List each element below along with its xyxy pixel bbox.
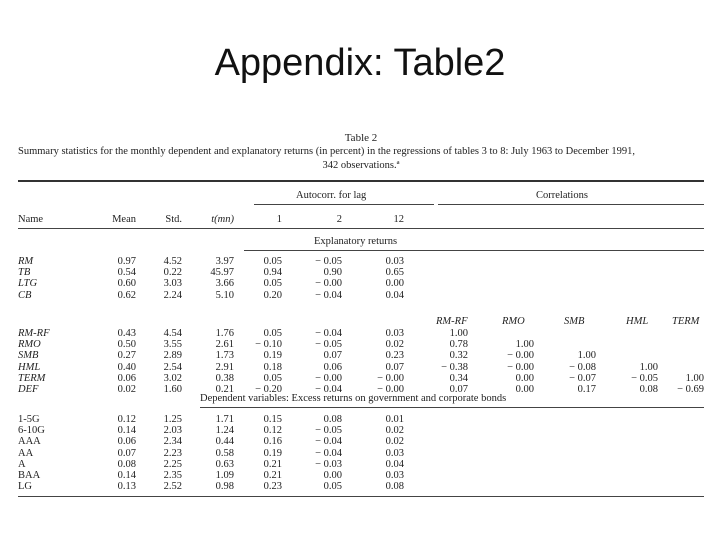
row-correlation: 0.78 (449, 339, 468, 351)
section-dependent: Dependent variables: Excess returns on government and corporate bonds (200, 393, 507, 404)
row-name: CB (18, 289, 32, 301)
row-name: AA (18, 447, 34, 459)
row-value: 1.24 (215, 425, 234, 437)
table-scan (18, 132, 704, 504)
corr-col-header: HML (626, 316, 649, 327)
row-value: − 0.05 (315, 425, 342, 437)
row-name: DEF (18, 384, 39, 395)
row-value: − 0.04 (315, 328, 342, 339)
row-value: 0.05 (263, 278, 282, 290)
header-rule (18, 228, 704, 229)
col-header-lag12: 12 (393, 214, 404, 225)
col-header-lag1: 1 (276, 214, 282, 225)
row-value: − 0.03 (315, 458, 342, 470)
table-row (18, 459, 704, 470)
row-correlation: 1.00 (639, 361, 658, 373)
row-value: − 0.00 (377, 372, 404, 384)
row-value: 0.08 (323, 414, 342, 425)
row-value: 0.97 (117, 256, 136, 267)
row-value: 0.23 (385, 350, 404, 362)
row-value: 0.14 (117, 425, 136, 437)
row-correlation: − 0.05 (631, 372, 658, 384)
row-value: − 0.04 (315, 436, 342, 448)
table-row (18, 448, 704, 459)
row-value: 0.43 (117, 328, 136, 339)
row-value: 0.15 (263, 414, 282, 425)
row-value: 2.61 (215, 339, 234, 351)
row-value: 0.13 (117, 481, 136, 493)
row-value: 0.03 (385, 447, 404, 459)
row-value: 2.54 (163, 361, 182, 373)
row-correlation: − 0.08 (569, 361, 596, 373)
row-value: 3.66 (215, 278, 234, 290)
row-value: 0.03 (385, 328, 404, 339)
row-value: 0.03 (385, 256, 404, 267)
row-value: 3.02 (163, 372, 182, 384)
row-value: 0.05 (263, 328, 282, 339)
row-name: 6-10G (18, 425, 45, 437)
row-value: 0.98 (215, 481, 234, 493)
row-value: 0.21 (263, 458, 282, 470)
section-explanatory-rule (244, 250, 704, 251)
row-value: 0.19 (263, 447, 282, 459)
top-rule (18, 180, 704, 182)
row-value: 0.90 (323, 267, 342, 279)
row-value: 0.00 (323, 470, 342, 481)
col-header-name: Name (18, 214, 44, 225)
row-correlation: 0.07 (449, 384, 468, 395)
row-value: 0.12 (263, 425, 282, 437)
row-value: 4.52 (163, 256, 182, 267)
row-value: 0.44 (215, 436, 234, 448)
row-value: 0.05 (263, 256, 282, 267)
row-name: LTG (18, 278, 38, 290)
col-header-std: Std. (165, 214, 182, 225)
row-value: 0.23 (263, 481, 282, 493)
col-header-mean: Mean (112, 214, 136, 225)
table-row (18, 256, 704, 267)
table-heading: Table 2 (344, 132, 378, 144)
row-value: 0.58 (215, 447, 234, 459)
row-value: 1.09 (215, 470, 234, 481)
table-row (18, 362, 704, 373)
row-value: 3.97 (215, 256, 234, 267)
correlations-group-rule (438, 204, 704, 205)
row-value: 3.55 (163, 339, 182, 351)
row-name: SMB (18, 350, 39, 362)
slide-title: Appendix: Table2 (214, 42, 506, 84)
row-name: HML (18, 361, 41, 373)
table-caption-line-2: 342 observations.ª (322, 160, 400, 171)
row-value: 2.25 (163, 458, 182, 470)
table-row (18, 267, 704, 278)
table-row (18, 425, 704, 436)
row-correlation: 1.00 (515, 339, 534, 351)
row-name: RMO (18, 339, 41, 351)
correlations-group-header: Correlations (536, 190, 588, 201)
corr-col-header: RM-RF (436, 316, 468, 327)
row-correlation: 0.00 (515, 384, 534, 395)
table-row (18, 414, 704, 425)
row-value: 2.23 (163, 447, 182, 459)
row-value: 0.19 (263, 350, 282, 362)
row-value: − 0.04 (315, 447, 342, 459)
row-correlation: 1.00 (577, 350, 596, 362)
row-value: 1.25 (163, 414, 182, 425)
corr-col-header: RMO (502, 316, 525, 327)
row-value: 2.89 (163, 350, 182, 362)
row-value: 1.76 (215, 328, 234, 339)
section-dependent-rule (200, 407, 704, 408)
row-value: 0.14 (117, 470, 136, 481)
row-value: 0.06 (323, 361, 342, 373)
row-correlation: 0.17 (577, 384, 596, 395)
row-value: 0.04 (385, 458, 404, 470)
row-name: RM (18, 256, 34, 267)
table-row (18, 373, 704, 384)
section-explanatory: Explanatory returns (314, 236, 398, 247)
row-value: − 0.05 (315, 339, 342, 351)
row-value: 2.35 (163, 470, 182, 481)
row-value: 0.07 (323, 350, 342, 362)
row-value: 0.20 (263, 289, 282, 301)
row-value: 0.54 (117, 267, 136, 279)
row-name: A (18, 458, 26, 470)
row-value: 0.22 (163, 267, 182, 279)
row-value: 1.71 (215, 414, 234, 425)
row-value: 0.38 (215, 372, 234, 384)
row-correlation: 0.34 (449, 372, 468, 384)
row-name: AAA (18, 436, 41, 448)
row-value: 0.27 (117, 350, 136, 362)
row-value: 0.62 (117, 289, 136, 301)
bottom-rule (18, 496, 704, 497)
row-value: 0.08 (385, 481, 404, 493)
row-value: 0.06 (117, 436, 136, 448)
row-value: 0.60 (117, 278, 136, 290)
table-row (18, 290, 704, 301)
row-name: 1-5G (18, 414, 40, 425)
table-row (18, 339, 704, 350)
row-value: 3.03 (163, 278, 182, 290)
row-value: − 0.00 (315, 278, 342, 290)
row-value: 1.73 (215, 350, 234, 362)
row-name: TERM (18, 372, 46, 384)
row-name: LG (18, 481, 32, 493)
row-correlation: − 0.69 (677, 384, 704, 395)
row-value: 5.10 (215, 289, 234, 301)
row-name: BAA (18, 470, 41, 481)
row-value: 0.07 (385, 361, 404, 373)
row-value: 0.05 (323, 481, 342, 493)
table-caption-line-1: Summary statistics for the monthly dependent and explanatory returns (in percent) in the regressions of tables 3 to 8: July 1963 to December 1991, (18, 146, 636, 157)
row-value: 0.00 (385, 278, 404, 290)
row-value: 0.65 (385, 267, 404, 279)
col-header-lag2: 2 (336, 214, 342, 225)
row-value: 0.02 (385, 425, 404, 437)
row-correlation: − 0.07 (569, 372, 596, 384)
row-value: 0.12 (117, 414, 136, 425)
row-correlation: − 0.38 (441, 361, 468, 373)
row-value: 0.40 (117, 361, 136, 373)
column-header-row (18, 214, 704, 225)
row-value: 2.34 (163, 436, 182, 448)
row-value: − 0.20 (255, 384, 282, 395)
row-value: 0.08 (117, 458, 136, 470)
row-value: 0.03 (385, 470, 404, 481)
row-value: − 0.04 (315, 289, 342, 301)
row-value: 0.16 (263, 436, 282, 448)
row-value: 0.06 (117, 372, 136, 384)
row-correlation: 0.00 (515, 372, 534, 384)
row-value: 2.03 (163, 425, 182, 437)
table-row (18, 328, 704, 339)
row-value: 0.02 (385, 339, 404, 351)
row-value: 45.97 (210, 267, 234, 279)
row-value: 1.60 (163, 384, 182, 395)
row-value: 0.05 (263, 372, 282, 384)
row-value: 0.63 (215, 458, 234, 470)
row-correlation: 1.00 (449, 328, 468, 339)
row-value: 0.21 (263, 470, 282, 481)
corr-col-header: TERM (672, 316, 700, 327)
table-row (18, 350, 704, 361)
row-correlation: − 0.00 (507, 361, 534, 373)
row-name: TB (18, 267, 31, 279)
row-value: 0.94 (263, 267, 282, 279)
table-row (18, 436, 704, 447)
row-value: 0.21 (215, 384, 234, 395)
row-value: 0.01 (385, 414, 404, 425)
table-row (18, 481, 704, 492)
row-value: − 0.04 (315, 384, 342, 395)
row-value: − 0.00 (377, 384, 404, 395)
row-value: 0.02 (385, 436, 404, 448)
row-value: 0.50 (117, 339, 136, 351)
row-value: − 0.05 (315, 256, 342, 267)
row-value: − 0.00 (315, 372, 342, 384)
row-correlation: 0.08 (639, 384, 658, 395)
row-correlation: − 0.00 (507, 350, 534, 362)
row-value: 2.24 (163, 289, 182, 301)
col-header-tmn: t(mn) (211, 214, 234, 225)
row-value: 2.52 (163, 481, 182, 493)
row-value: 0.04 (385, 289, 404, 301)
row-value: 4.54 (163, 328, 182, 339)
row-correlation: 1.00 (685, 372, 704, 384)
row-value: − 0.10 (255, 339, 282, 351)
row-value: 0.18 (263, 361, 282, 373)
row-correlation: 0.32 (449, 350, 468, 362)
autocorr-group-rule (254, 204, 434, 205)
corr-col-header: SMB (564, 316, 585, 327)
row-name: RM-RF (18, 328, 50, 339)
row-value: 0.07 (117, 447, 136, 459)
table-row (18, 470, 704, 481)
table-row (18, 278, 704, 289)
row-value: 2.91 (215, 361, 234, 373)
row-value: 0.02 (117, 384, 136, 395)
autocorr-group-header: Autocorr. for lag (296, 190, 367, 201)
